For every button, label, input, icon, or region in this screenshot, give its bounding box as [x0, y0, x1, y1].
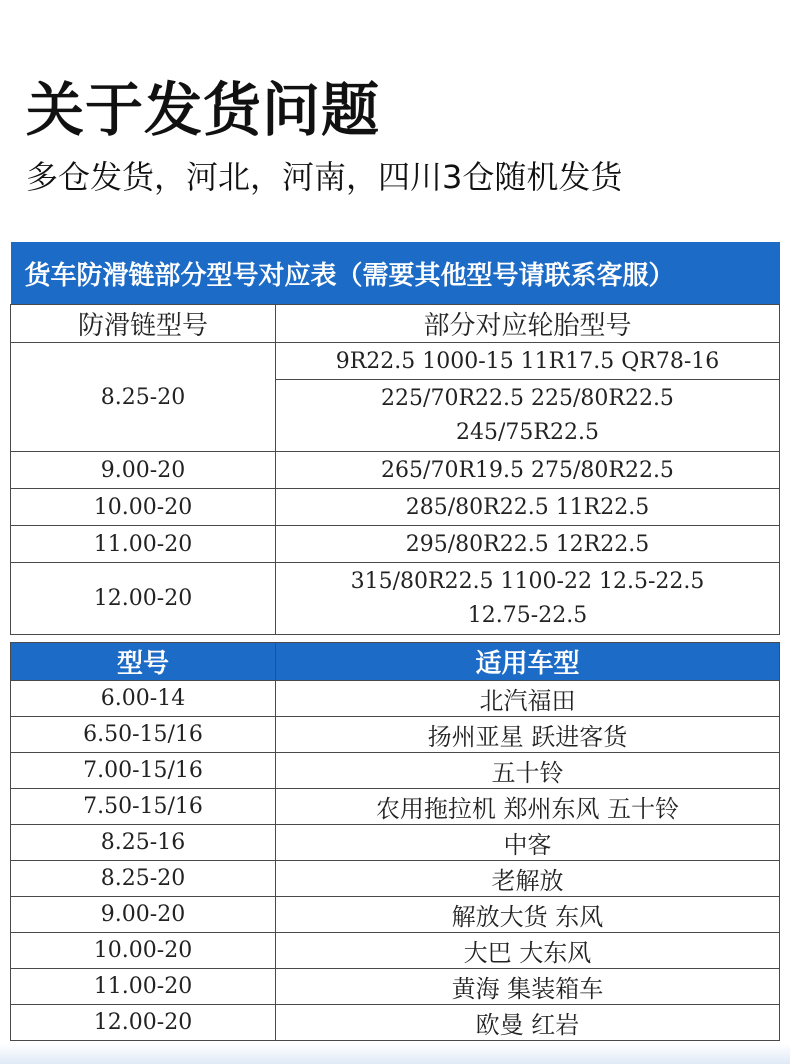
chain-model-cell: 9.00-20 — [11, 452, 276, 489]
chain-model-cell: 10.00-20 — [11, 489, 276, 526]
table-row — [11, 452, 780, 489]
vehicle-cell: 农用拖拉机 郑州东风 五十铃 — [276, 789, 780, 825]
table-row — [11, 489, 780, 526]
page-title: 关于发货问题 — [26, 76, 381, 144]
table-row — [11, 526, 780, 563]
bottom-fade — [0, 1044, 790, 1064]
vehicle-cell: 老解放 — [276, 861, 780, 897]
table-row — [11, 681, 780, 717]
column-header-model: 型号 — [11, 643, 276, 681]
table-row — [11, 789, 780, 825]
table-row — [11, 1005, 780, 1041]
table-row — [11, 861, 780, 897]
column-header-tire-model: 部分对应轮胎型号 — [276, 305, 780, 343]
table-row — [11, 933, 780, 969]
vehicle-cell: 中客 — [276, 825, 780, 861]
chain-model-cell: 11.00-20 — [11, 526, 276, 563]
table-banner: 货车防滑链部分型号对应表（需要其他型号请联系客服） — [11, 242, 780, 305]
model-cell: 7.00-15/16 — [11, 753, 276, 789]
tire-model-cell: 295/80R22.5 12R22.5 — [276, 526, 780, 563]
tire-model-cell — [276, 563, 780, 635]
tire-model-cell: 265/70R19.5 275/80R22.5 — [276, 452, 780, 489]
vehicle-model-table — [10, 642, 780, 1041]
vehicle-cell: 五十铃 — [276, 753, 780, 789]
vehicle-cell: 大巴 大东风 — [276, 933, 780, 969]
tire-model-cell — [276, 380, 780, 452]
vehicle-cell: 欧曼 红岩 — [276, 1005, 780, 1041]
model-cell: 8.25-16 — [11, 825, 276, 861]
model-cell: 11.00-20 — [11, 969, 276, 1005]
model-cell: 10.00-20 — [11, 933, 276, 969]
column-header-vehicle: 适用车型 — [276, 643, 780, 681]
model-cell: 8.25-20 — [11, 861, 276, 897]
table-row — [11, 969, 780, 1005]
tire-model-line: 245/75R22.5 — [456, 419, 599, 445]
tire-chain-table — [10, 242, 780, 635]
vehicle-cell: 黄海 集装箱车 — [276, 969, 780, 1005]
model-cell: 9.00-20 — [11, 897, 276, 933]
model-cell: 7.50-15/16 — [11, 789, 276, 825]
model-cell: 6.00-14 — [11, 681, 276, 717]
vehicle-cell: 解放大货 东风 — [276, 897, 780, 933]
table-row — [11, 717, 780, 753]
column-header-chain-model: 防滑链型号 — [11, 305, 276, 343]
table-row — [11, 825, 780, 861]
table-row — [11, 343, 780, 380]
tire-model-cell: 9R22.5 1000-15 11R17.5 QR78-16 — [276, 343, 780, 380]
page-subtitle: 多仓发货，河北，河南，四川3仓随机发货 — [26, 158, 623, 196]
tire-model-line: 225/70R22.5 225/80R22.5 — [381, 385, 674, 411]
table-row — [11, 897, 780, 933]
table-row — [11, 563, 780, 635]
vehicle-cell: 北汽福田 — [276, 681, 780, 717]
model-cell: 6.50-15/16 — [11, 717, 276, 753]
chain-model-cell: 8.25-20 — [11, 343, 276, 452]
chain-model-cell: 12.00-20 — [11, 563, 276, 635]
tire-model-line: 12.75-22.5 — [467, 602, 588, 628]
tire-model-line: 315/80R22.5 1100-22 12.5-22.5 — [350, 568, 705, 594]
model-cell: 12.00-20 — [11, 1005, 276, 1041]
vehicle-cell: 扬州亚星 跃进客货 — [276, 717, 780, 753]
table-row — [11, 753, 780, 789]
tire-model-cell: 285/80R22.5 11R22.5 — [276, 489, 780, 526]
